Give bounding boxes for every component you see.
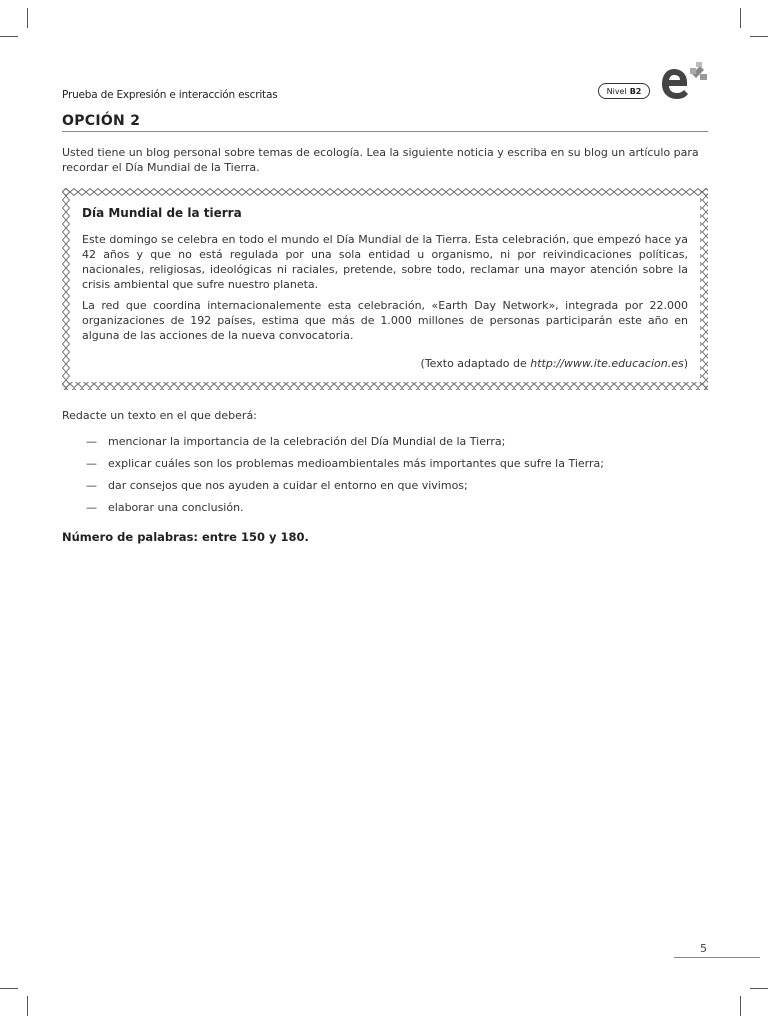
source-prefix: (Texto adaptado de xyxy=(420,357,531,370)
news-box xyxy=(62,188,708,390)
page-number: 5 xyxy=(700,942,707,955)
dash-bullet: — xyxy=(86,479,97,492)
task-item xyxy=(86,475,686,497)
task-intro: Redacte un texto en el que deberá: xyxy=(62,409,257,422)
news-source xyxy=(82,357,688,370)
crop-mark-top-left-h xyxy=(0,36,18,37)
dash-bullet: — xyxy=(86,501,97,514)
crop-mark-bottom-right xyxy=(740,996,741,1016)
section-title: OPCIÓN 2 xyxy=(62,113,141,129)
word-count: Número de palabras: entre 150 y 180. xyxy=(62,530,309,544)
news-content xyxy=(82,206,688,370)
level-label: Nivel xyxy=(606,87,627,96)
level-badge xyxy=(598,83,650,99)
crop-mark-bottom-right-h xyxy=(750,988,768,989)
crop-mark-bottom-left-h xyxy=(0,988,18,989)
crop-mark-bottom-left xyxy=(27,996,28,1016)
task-item xyxy=(86,431,686,453)
task-text: elaborar una conclusión. xyxy=(108,501,244,514)
news-title: Día Mundial de la tierra xyxy=(82,206,242,220)
task-text: dar consejos que nos ayuden a cuidar el entorno en que vivimos; xyxy=(108,479,468,492)
exam-title: Prueba de Expresión e interacción escritas xyxy=(62,89,278,101)
crop-mark-top-right xyxy=(740,8,741,28)
task-list xyxy=(86,431,686,519)
task-item xyxy=(86,453,686,475)
level-value: B2 xyxy=(629,87,642,96)
crop-mark-top-left xyxy=(27,8,28,28)
e-logo-icon xyxy=(660,60,710,106)
dash-bullet: — xyxy=(86,435,97,448)
page-number-rule xyxy=(674,957,760,958)
news-paragraph: La red que coordina internacionalemente esta celebración, «Earth Day Network», integrada por 22.000 organizaciones de 192 países, estima que más de 1.000 millones de personas participarán este año en alguna de las acciones de la nueva convocatoria. xyxy=(82,299,688,342)
title-divider xyxy=(62,131,708,132)
source-suffix: ) xyxy=(683,357,688,370)
task-text: explicar cuáles son los problemas medioambientales más importantes que sufre la Tierra; xyxy=(108,457,604,470)
section-intro: Usted tiene un blog personal sobre temas de ecología. Lea la siguiente noticia y escriba en su blog un artículo para recordar el Día Mundial de la Tierra. xyxy=(62,146,699,174)
news-paragraph: Este domingo se celebra en todo el mundo el Día Mundial de la Tierra. Esta celebración, que empezó hace ya 42 años y que no está regulada por una sola entidad u organismo, ni por reivindicaciones políticas, nacionales, religiosas, ideológicas ni raciales, pretende, sobre todo, reclamar una mayor atención sobre la crisis ambiental que sufre nuestro planeta. xyxy=(82,233,688,291)
crop-mark-top-right-h xyxy=(750,36,768,37)
source-url: http://www.ite.educacion.es xyxy=(530,357,684,370)
task-text: mencionar la importancia de la celebración del Día Mundial de la Tierra; xyxy=(108,435,506,448)
dash-bullet: — xyxy=(86,457,97,470)
task-item xyxy=(86,497,686,519)
